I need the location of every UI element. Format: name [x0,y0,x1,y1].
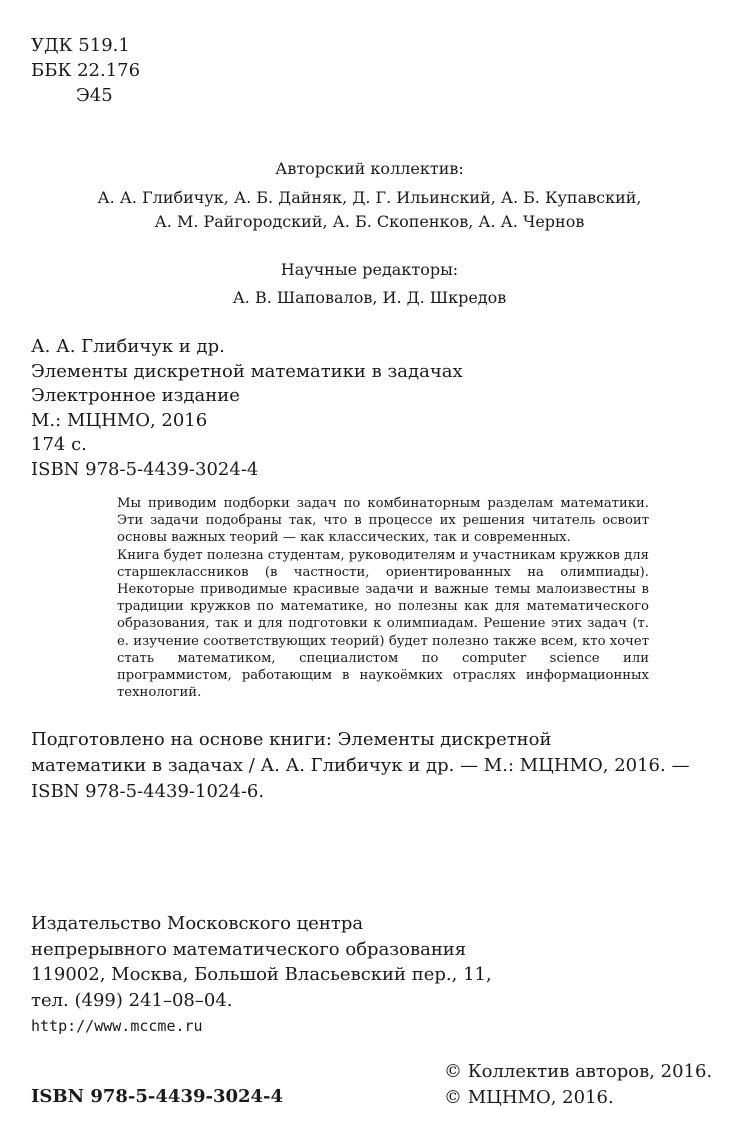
based-on-line-1: Подготовлено на основе книги: Элементы дискретной [31,729,552,750]
udk-code: УДК 519.1 [31,35,130,56]
authors-line-1: А. А. Глибичук, А. Б. Дайняк, Д. Г. Ильинский, А. Б. Купавский, [97,188,642,207]
publisher-line-2: непрерывного математического образования [31,938,467,960]
publisher-info [31,911,492,1040]
biblio-pages: 174 с. [31,434,87,455]
publisher-phone: тел. (499) 241–08–04. [31,990,233,1012]
bbk-code: ББК 22.176 [31,60,141,81]
abstract-paragraph-2: Книга будет полезна студентам, руководителям и участникам кружков для старшеклассников (в частности, ориентированных на олимпиады). Некоторые приводимые красивые задачи и важные темы малоизвестны в традиции кружков по математике, но полезны как для математического образования, так и для подготовки к олимпиадам. Решение этих задач (т. е. изучение соответствующих теорий) будет полезно также всем, кто хочет стать математиком, специалистом по computer science или программистом, работающим в наукоёмких отраслях информационных технологий. [117,547,649,701]
copyright-block [444,1059,712,1111]
footer-isbn: ISBN 978-5-4439-3024-4 [31,1086,284,1107]
editors-heading: Научные редакторы: [280,260,459,279]
copyright-authors: © Коллектив авторов, 2016. [444,1061,713,1082]
based-on-line-2: математики в задачах / А. А. Глибичук и др. — М.: МЦНМО, 2016. — [31,755,690,776]
publisher-url-link[interactable]: http://www.mccme.ru [31,1016,203,1035]
publisher-line-1: Издательство Московского центра [31,913,364,934]
editors-names: А. В. Шаповалов, И. Д. Шкредов [232,288,507,307]
authors-line-2: А. М. Райгородский, А. Б. Скопенков, А. А. Чернов [154,212,585,231]
author-mark: Э45 [76,85,113,106]
abstract-paragraph-1: Мы приводим подборки задач по комбинаторным разделам математики. Эти задачи подобраны так, что в процессе их решения читатель освоит основы важных теорий — как классических, так и современных. [117,496,649,546]
bibliographic-record [31,335,463,482]
editors-block [0,258,739,310]
based-on-line-3: ISBN 978-5-4439-1024-6. [31,781,265,802]
biblio-publisher-year: М.: МЦНМО, 2016 [31,409,208,431]
abstract [117,495,649,701]
biblio-title: Элементы дискретной математики в задачах [31,360,463,382]
authors-block [0,157,739,234]
biblio-author: А. А. Глибичук и др. [31,336,225,357]
publisher-address: 119002, Москва, Большой Власьевский пер., 11, [31,964,492,986]
based-on-note [31,727,689,805]
biblio-edition: Электронное издание [31,385,240,406]
copyright-publisher: © МЦНМО, 2016. [444,1087,614,1108]
authors-heading: Авторский коллектив: [275,159,464,178]
biblio-isbn: ISBN 978-5-4439-3024-4 [31,458,259,480]
